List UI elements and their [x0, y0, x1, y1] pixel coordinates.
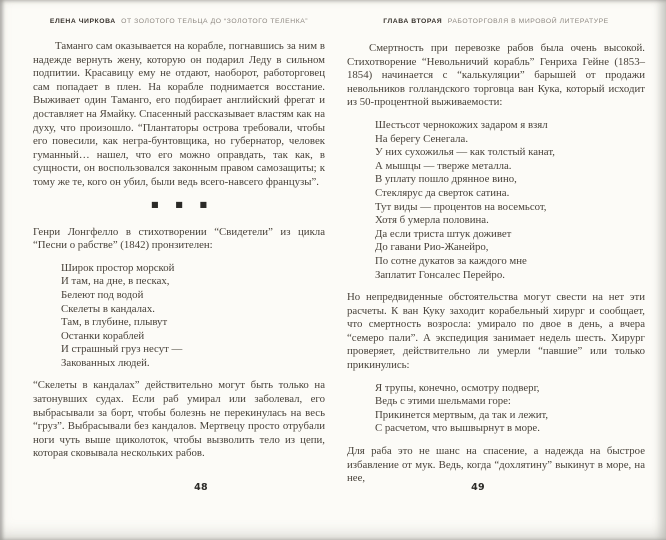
paragraph-tamango: Таманго сам оказывается на корабле, погнавшись за ним в надежде вернуть жену, которую он подарил Леду в сильном подпитии. Красавицу ему не отдают, наоборот, работорговец сам попадает в плен. На корабле поднимается восстание. Выживает один Таманго, его подбирает английский фрегат и доставляет на Ямайку. Спасенный рассказывает властям как на духу, что произошло. “Плантаторы острова требовали, чтобы его повесили, как негра-бунтовщика, но губернатор, человек гуманный… нашел, что его можно оправдать, так как, в сущности, он воспользовался законным правом самозащиты; к тому же те, кого он убил, были ведь всего-навсего французы”. [33, 40, 325, 188]
poem-line: Там, в глубине, плывут [61, 316, 168, 329]
running-header-right [347, 18, 645, 25]
section-divider [33, 200, 325, 209]
paragraph-skeletons: “Скелеты в кандалах” действительно могут быть только на затонувших судах. Если раб умирал или заболевал, его выбрасывали за борт, чтобы болезнь не перекинулась на весь “груз”. Выбрасывали без кандалов. Мертвецу просто отрубали ноги чуть выше щиколоток, чтобы вызволить тело из цепи, которая сковывала нескольких рабов. [33, 379, 325, 460]
poem-longfellow [61, 262, 325, 371]
poem-line: Прикинется мертвым, да так и лежит, [375, 408, 549, 421]
poem-heine-2 [375, 382, 645, 436]
paragraph-mortality: Смертность при перевозке рабов была очень высокой. Стихотворение “Невольничий корабль” Генриха Гейне (1853–1854) начинается с “калькуляции” барышей от продажи невольников голландского торговца ван Кука, который исходит из 50-процентной выживаемости: [347, 42, 645, 109]
poem-line: Стеклярус да сверток сатина. [375, 186, 510, 199]
paragraph-longfellow-intro: Генри Лонгфелло в стихотворении “Свидетели” из цикла “Песни о рабстве” (1842) пронзителен: [33, 225, 325, 252]
poem-line: С расчетом, что вышвырнут в море. [375, 422, 540, 435]
poem-line: И страшный груз несут — [61, 343, 183, 356]
poem-line: Останки кораблей [61, 329, 145, 342]
page-number: 49 [471, 482, 485, 493]
poem-line: Белеют под водой [61, 288, 144, 301]
square-divider-icon: ■ [175, 199, 183, 209]
poem-line: Шестьсот чернокожих задаром я взял [375, 118, 548, 131]
poem-line: Ведь с этими шельмами горе: [375, 395, 511, 408]
poem-line: Да если триста штук доживет [375, 227, 512, 240]
poem-line: До гавани Рио-Жанейро, [375, 241, 489, 254]
poem-line: По сотне дукатов за каждого мне [375, 254, 527, 267]
poem-line: Хотя б умерла половина. [375, 214, 489, 227]
right-page [347, 0, 645, 540]
poem-line: В уплату пошло дрянное вино, [375, 173, 517, 186]
square-divider-icon: ■ [150, 199, 159, 209]
running-header-left [33, 18, 325, 25]
page-number: 48 [194, 482, 208, 493]
running-header-author: ЕЛЕНА ЧИРКОВА [49, 18, 116, 25]
poem-line: У них сухожилья — как толстый канат, [375, 146, 555, 159]
poem-heine-1 [375, 119, 645, 282]
running-header-chapter-title: РАБОТОРГОВЛЯ В МИРОВОЙ ЛИТЕРАТУРЕ [447, 18, 609, 25]
poem-line: Тут виды — процентов на восемьсот, [375, 200, 547, 213]
left-page [33, 0, 325, 540]
running-header-book-title: ОТ ЗОЛОТОГО ТЕЛЬЦА ДО “ЗОЛОТОГО ТЕЛЕНКА” [121, 18, 309, 25]
square-divider-icon: ■ [199, 199, 208, 209]
poem-line: На берегу Сенегала. [375, 132, 469, 145]
poem-line: Я трупы, конечно, осмотру подверг, [375, 381, 540, 394]
paragraph-surgeon: Но непредвиденные обстоятельства могут свести на нет эти расчеты. К ван Куку заходит корабельный хирург и сообщает, что смертность возросла: умирало по двое в день, а вчера “семеро пали”. А экспедиция занимает недель шесть. Хирург проверяет, действительно ли умерли “павшие” или только прикинулись: [347, 291, 645, 372]
running-header-chapter: ГЛАВА ВТОРАЯ [383, 18, 443, 25]
paragraph-slave-hope: Для раба это не шанс на спасение, а надежда на быстрое избавление от мук. Ведь, когда “дохлятину” выкинут в море, на нее, [347, 445, 645, 485]
right-page-body [347, 42, 645, 486]
poem-line: Заплатит Гонсалес Перейро. [375, 268, 505, 281]
left-page-body [33, 40, 325, 461]
poem-line: А мышцы — тверже металла. [375, 159, 512, 172]
poem-line: Широк простор морской [61, 261, 175, 274]
poem-line: Скелеты в кандалах. [61, 302, 155, 315]
poem-line: И там, на дне, в песках, [61, 275, 170, 288]
poem-line: Закованных людей. [61, 356, 150, 369]
